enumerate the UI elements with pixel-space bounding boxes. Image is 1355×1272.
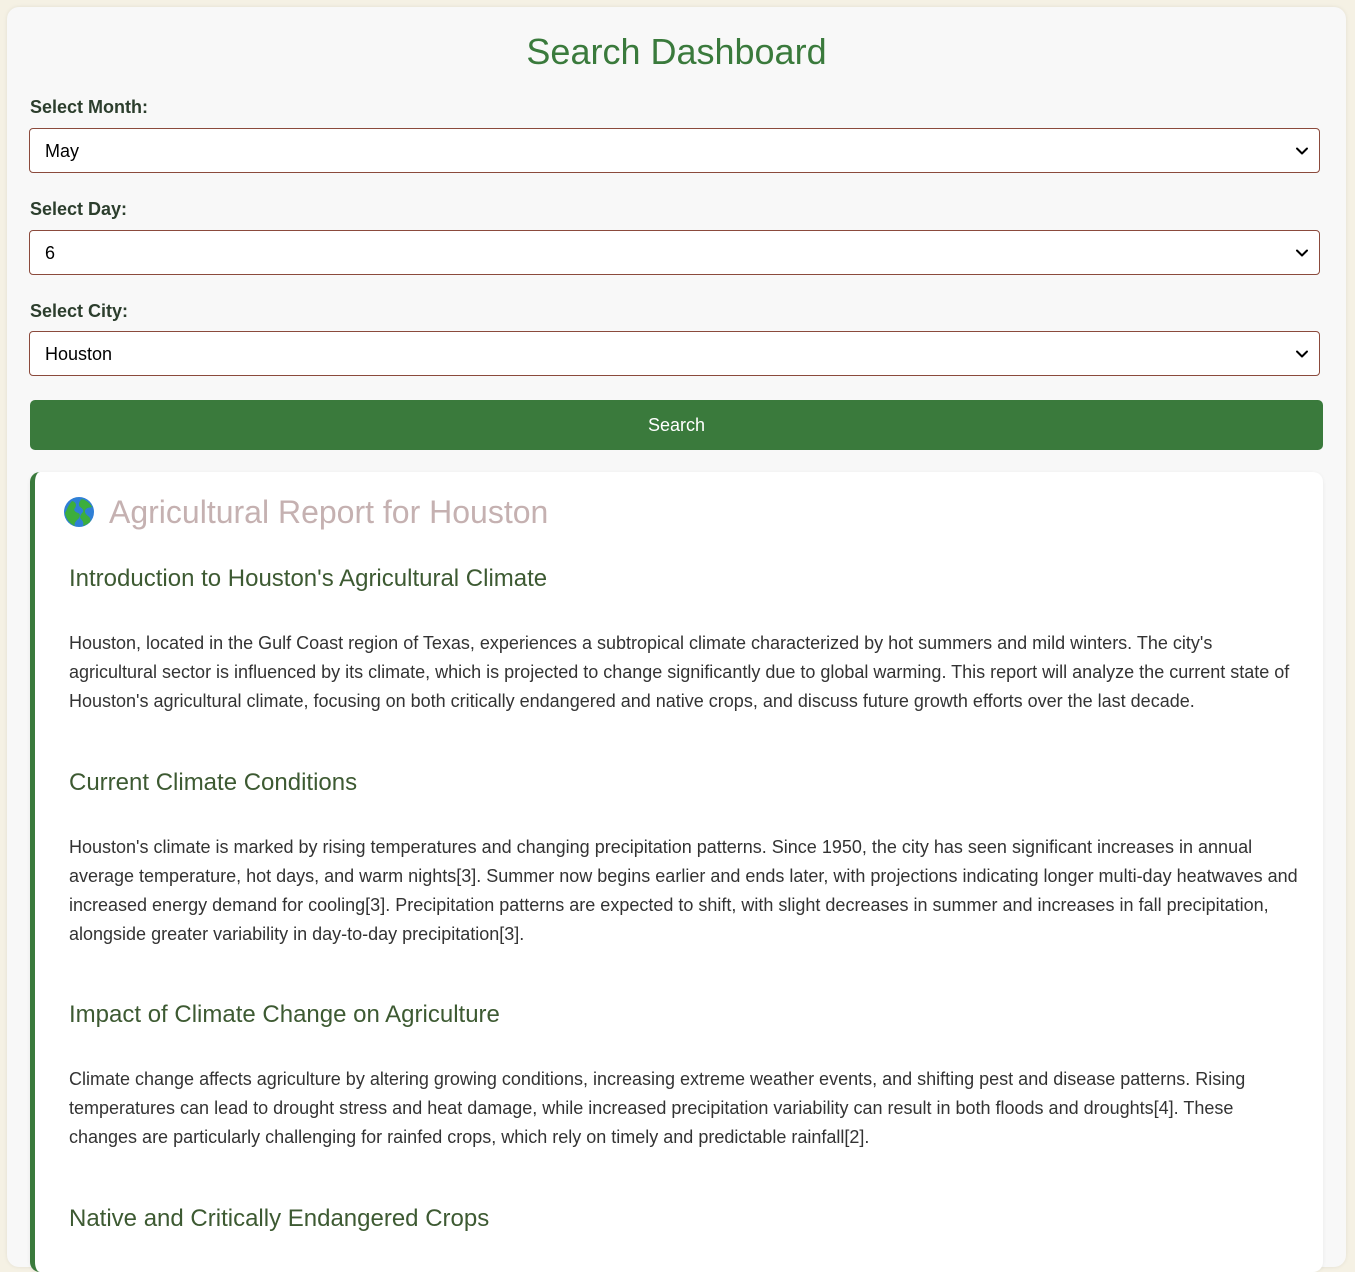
report-title-row [63, 494, 548, 531]
section-heading: Introduction to Houston's Agricultural Climate [69, 565, 548, 592]
day-label: Select Day: [30, 199, 128, 219]
chevron-down-icon [1295, 246, 1309, 260]
globe-icon [63, 496, 95, 528]
section-heading: Impact of Climate Change on Agriculture [69, 1001, 500, 1028]
section-body: Climate change affects agriculture by altering growing conditions, increasing extreme weather events, and shifting pest and disease patterns. Rising temperatures can lead to drought stress and heat damage, while increased precipitation variability can result in both floods and droughts[4]. These changes are particularly challenging for rainfed crops, which rely on timely and predictable rainfall[2]. [69, 1069, 1246, 1147]
dashboard-card [7, 7, 1346, 1267]
report-card [30, 472, 1323, 1272]
page-title: Search Dashboard [526, 31, 827, 72]
month-select-value: May [45, 141, 80, 161]
report-title: Agricultural Report for Houston [109, 494, 549, 530]
section-body: Houston, located in the Gulf Coast region of Texas, experiences a subtropical climate characterized by hot summers and mild winters. The city's agricultural sector is influenced by its climate, which is projected to change significantly due to global warming. This report will analyze the current state of Houston's agricultural climate, focusing on both critically endangered and native crops, and discuss future growth efforts over the last decade. [69, 633, 1290, 711]
city-select-value: Houston [45, 344, 113, 364]
city-select[interactable] [29, 331, 1320, 376]
chevron-down-icon [1295, 144, 1309, 158]
day-select[interactable] [29, 230, 1320, 275]
city-label: Select City: [30, 301, 129, 321]
chevron-down-icon [1295, 347, 1309, 361]
section-body: Houston's climate is marked by rising temperatures and changing precipitation patterns. Since 1950, the city has seen significant increases in annual average temperature, hot days, and warm nights[3]. Summer now begins earlier and ends later, with projections indicating longer multi-day heatwaves and increased energy demand for cooling[3]. Precipitation patterns are expected to shift, with slight decreases in summer and increases in fall precipitation, alongside greater variability in day-to-day precipitation[3]. [69, 837, 1298, 944]
section-heading: Native and Critically Endangered Crops [69, 1205, 490, 1232]
month-label: Select Month: [30, 97, 149, 117]
section-heading: Current Climate Conditions [69, 769, 358, 796]
day-select-value: 6 [45, 243, 56, 263]
month-select[interactable] [29, 128, 1320, 173]
search-button[interactable]: Search [30, 400, 1323, 450]
